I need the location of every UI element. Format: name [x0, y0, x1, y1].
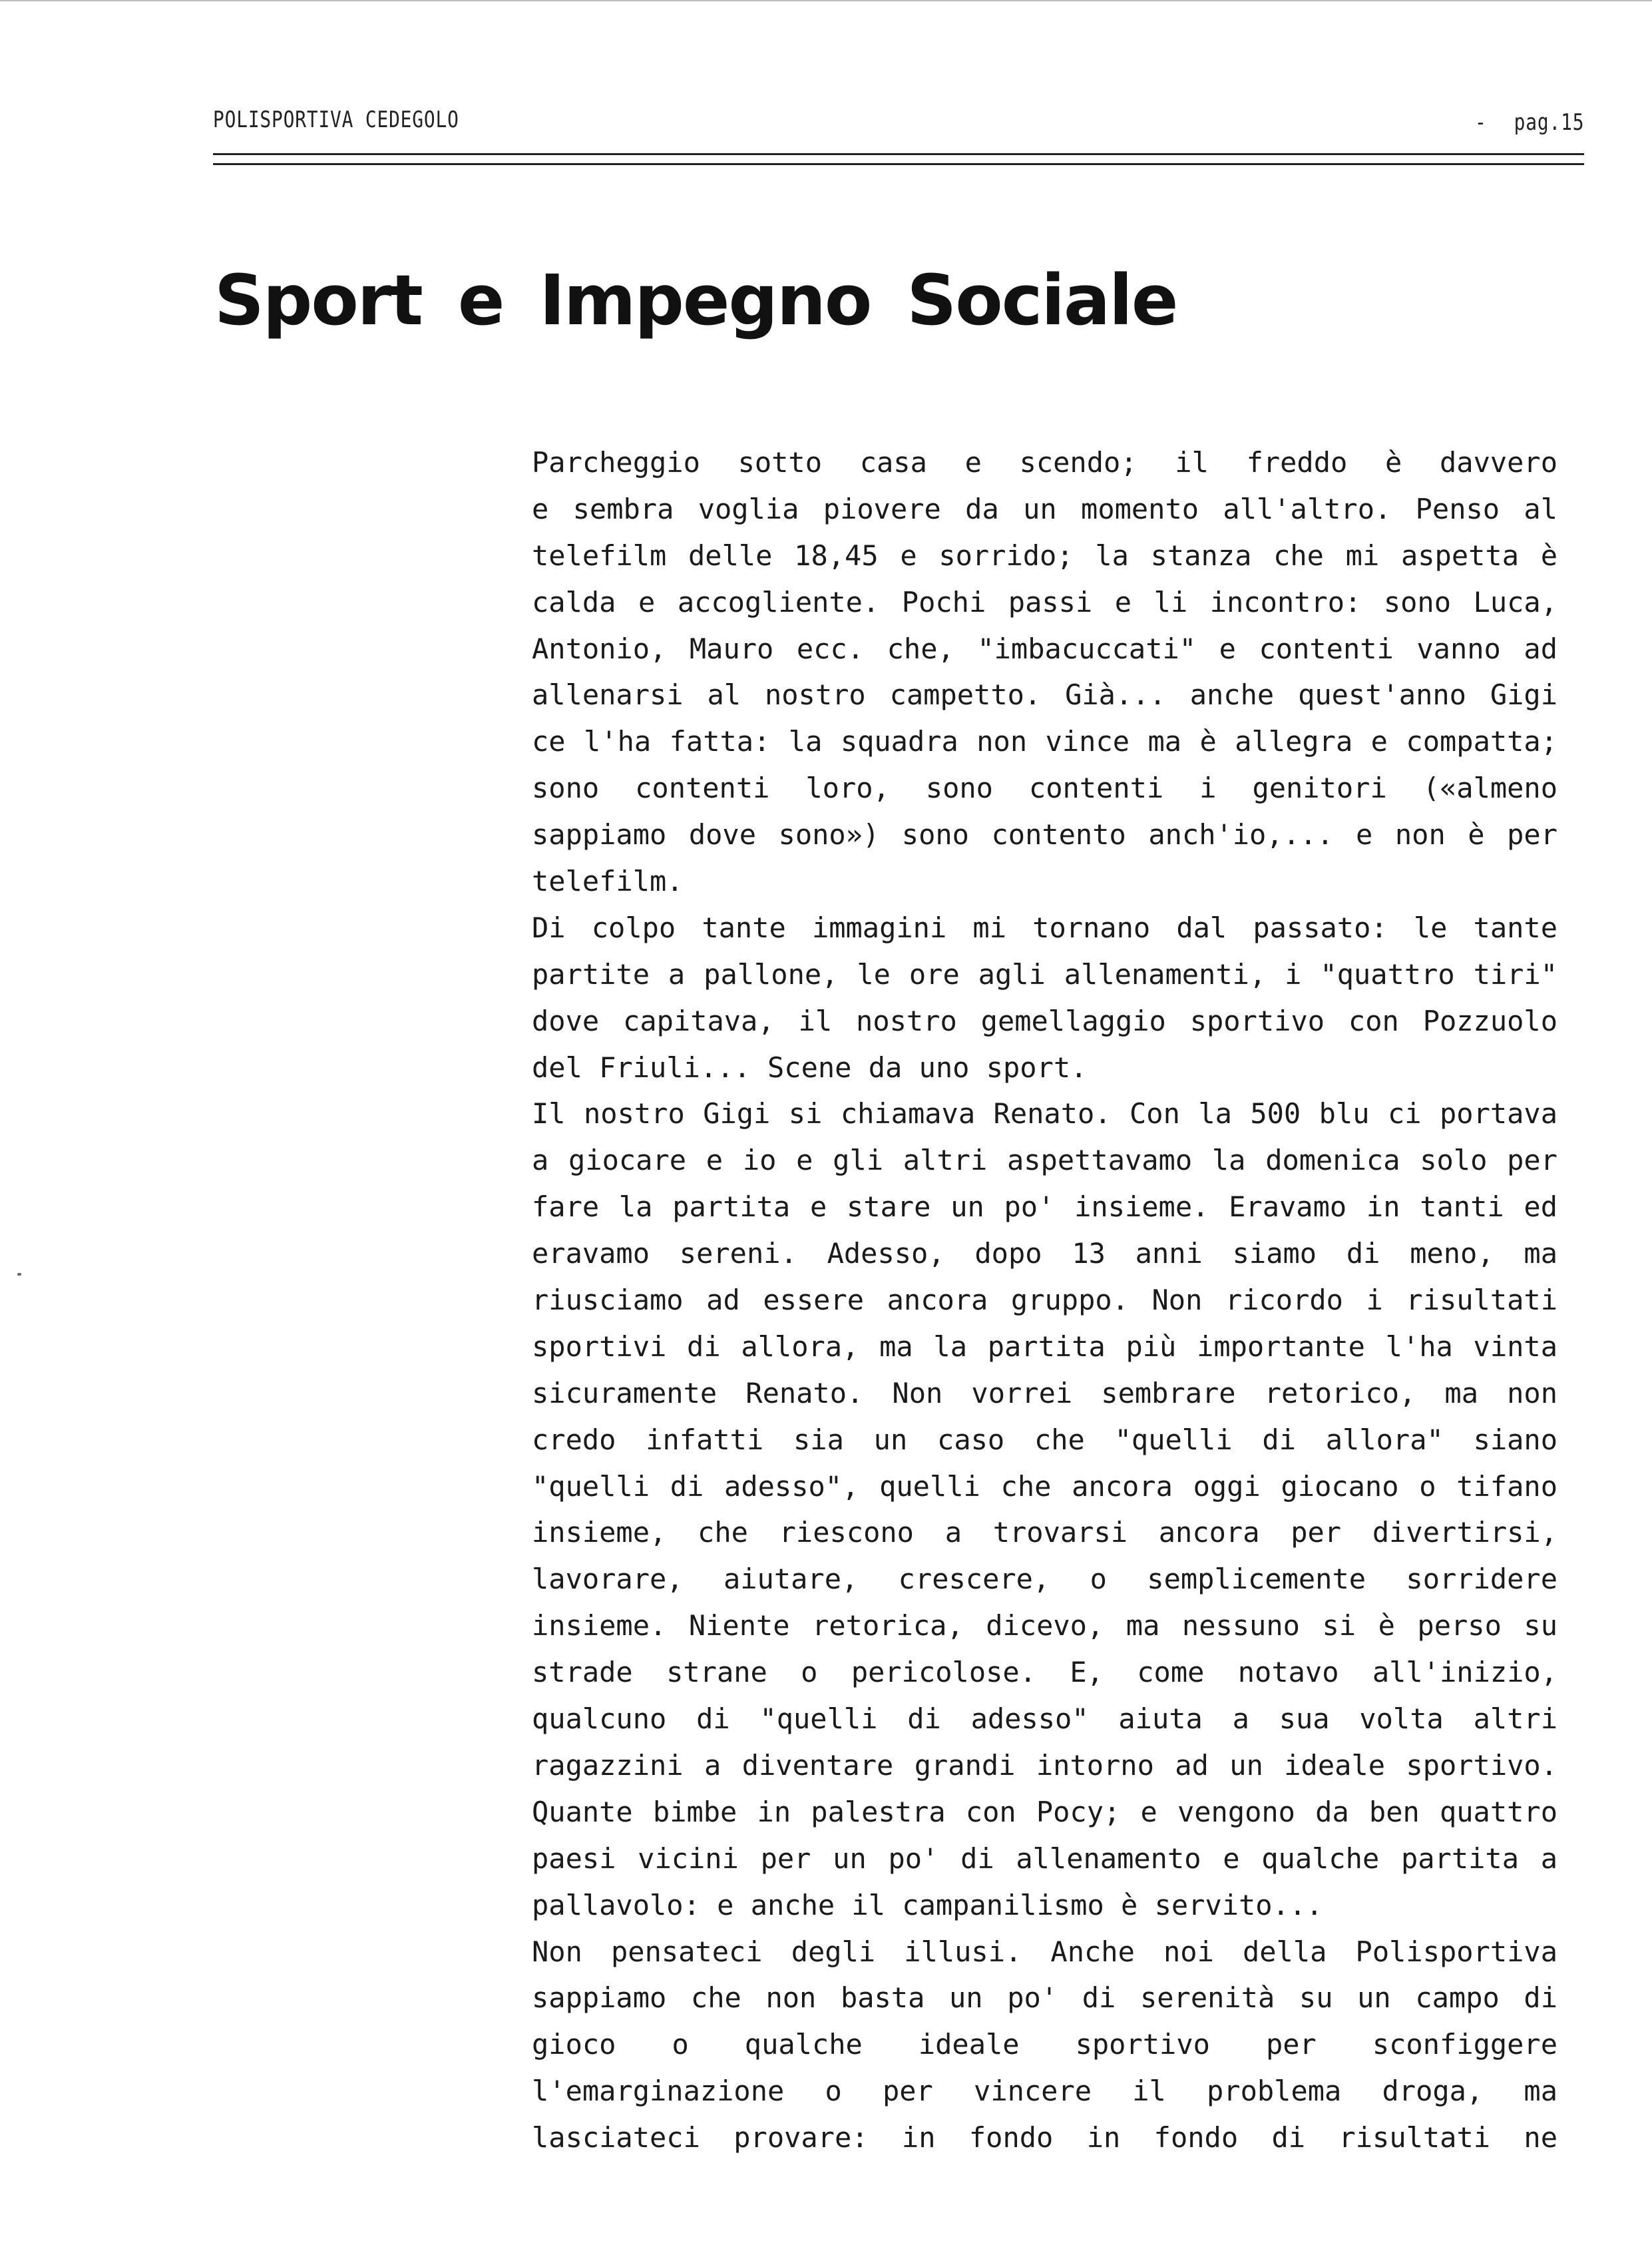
body-line: Di colpo tante immagini mi tornano dal passato: le tante [532, 911, 1557, 944]
body-line: sono contenti loro, sono contenti i genitori («almeno [532, 772, 1557, 805]
body-line: telefilm delle 18,45 e sorrido; la stanza che mi aspetta è [532, 539, 1557, 572]
body-line: Quante bimbe in palestra con Pocy; e vengono da ben quattro [532, 1795, 1557, 1828]
body-line: sappiamo dove sono») sono contento anch'io,... e non è per [532, 818, 1557, 852]
article-body [532, 439, 1557, 2161]
body-line: telefilm. [532, 865, 684, 898]
body-line: lavorare, aiutare, crescere, o semplicemente sorridere [532, 1563, 1557, 1596]
body-line: dove capitava, il nostro gemellaggio sportivo con Pozzuolo [532, 1004, 1557, 1037]
body-line: a giocare e io e gli altri aspettavamo la domenica solo per [532, 1144, 1557, 1177]
body-line: ragazzini a diventare grandi intorno ad un ideale sportivo. [532, 1748, 1557, 1782]
publication-name: POLISPORTIVA CEDEGOLO [213, 107, 459, 133]
title-word: Sociale [907, 259, 1177, 341]
article-title [214, 260, 1177, 341]
body-line: sportivi di allora, ma la partita più importante l'ha vinta [532, 1330, 1557, 1363]
body-line: insieme. Niente retorica, dicevo, ma nessuno si è perso su [532, 1609, 1557, 1642]
scan-speck [17, 1273, 21, 1276]
body-line: gioco o qualche ideale sportivo per sconfiggere [532, 2028, 1557, 2061]
body-line: Non pensateci degli illusi. Anche noi della Polisportiva [532, 1935, 1557, 1968]
body-line: credo infatti sia un caso che "quelli di allora" siano [532, 1423, 1557, 1456]
body-line: "quelli di adesso", quelli che ancora oggi giocano o tifano [532, 1469, 1557, 1503]
body-line: pallavolo: e anche il campanilismo è servito... [532, 1888, 1323, 1921]
body-line: sappiamo che non basta un po' di serenità su un campo di [532, 1981, 1557, 2015]
header-dash: - [1474, 109, 1487, 136]
body-line: fare la partita e stare un po' insieme. Eravamo in tanti ed [532, 1190, 1557, 1224]
body-line: calda e accogliente. Pochi passi e li incontro: sono Luca, [532, 585, 1557, 619]
title-word: e [457, 259, 504, 341]
body-line: del Friuli... Scene da uno sport. [532, 1051, 1088, 1084]
header-rule-bottom [213, 163, 1584, 165]
body-line: allenarsi al nostro campetto. Già... anche quest'anno Gigi [532, 678, 1557, 712]
body-line: eravamo sereni. Adesso, dopo 13 anni siamo di meno, ma [532, 1237, 1557, 1270]
body-line: insieme, che riescono a trovarsi ancora per divertirsi, [532, 1516, 1557, 1549]
page-label: pag.15 [1514, 109, 1584, 136]
body-line: Il nostro Gigi si chiamava Renato. Con la 500 blu ci portava [532, 1097, 1557, 1130]
body-line: ce l'ha fatta: la squadra non vince ma è allegra e compatta; [532, 725, 1557, 758]
body-line: qualcuno di "quelli di adesso" aiuta a sua volta altri [532, 1702, 1557, 1736]
title-word: Impegno [539, 259, 871, 341]
body-line: paesi vicini per un po' di allenamento e qualche partita a [532, 1842, 1557, 1875]
page-header [213, 100, 1584, 140]
body-line: Parcheggio sotto casa e scendo; il freddo è davvero [532, 446, 1557, 479]
body-line: e sembra voglia piovere da un momento all'altro. Penso al [532, 492, 1557, 525]
header-rule-top [213, 153, 1584, 155]
page-number [1475, 109, 1584, 136]
title-word: Sport [214, 259, 422, 341]
scan-edge [0, 0, 1652, 4]
body-line: sicuramente Renato. Non vorrei sembrare retorico, ma non [532, 1376, 1557, 1409]
body-line: lasciateci provare: in fondo in fondo di risultati ne [532, 2121, 1557, 2154]
body-line: Antonio, Mauro ecc. che, "imbacuccati" e contenti vanno ad [532, 632, 1557, 665]
body-line: partite a pallone, le ore agli allenamenti, i "quattro tiri" [532, 957, 1557, 991]
body-line: riusciamo ad essere ancora gruppo. Non ricordo i risultati [532, 1284, 1557, 1317]
body-line: l'emarginazione o per vincere il problema droga, ma [532, 2075, 1557, 2108]
body-line: strade strane o pericolose. E, come notavo all'inizio, [532, 1656, 1557, 1689]
